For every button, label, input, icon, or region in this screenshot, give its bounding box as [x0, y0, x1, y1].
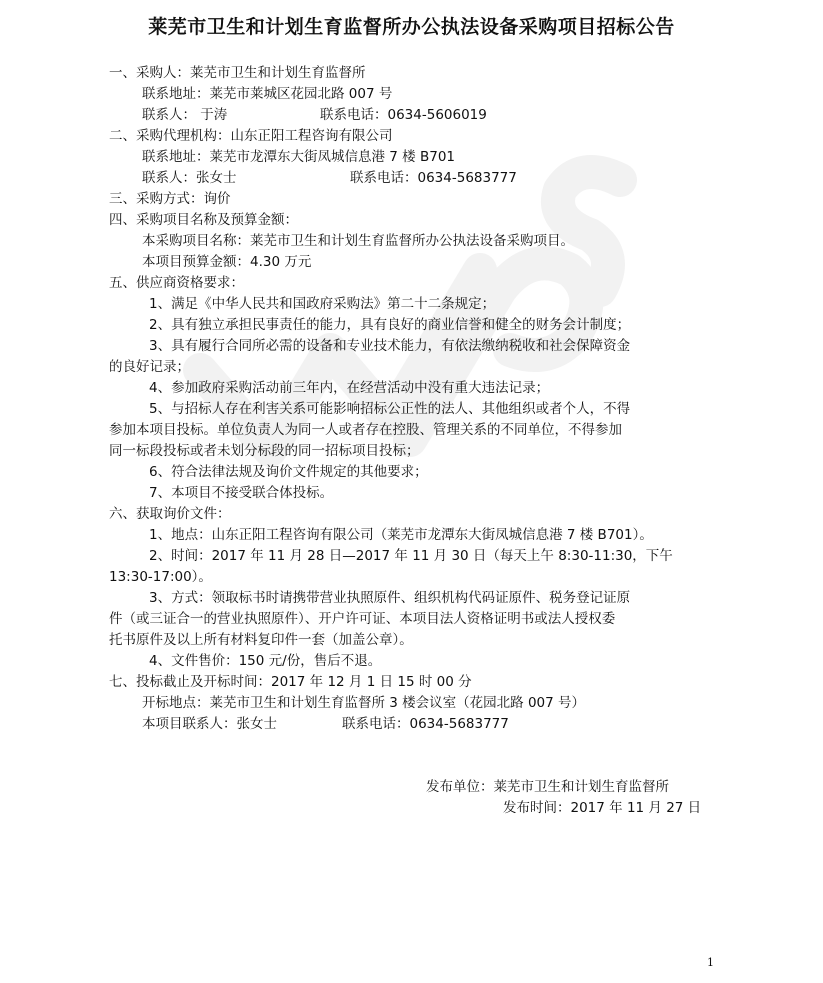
project-phone: 联系电话：0634-5683777	[342, 716, 509, 732]
section-7-heading: 七、投标截止及开标时间：2017 年 12 月 1 日 15 时 00 分	[109, 674, 472, 690]
requirement-5-line-3: 同一标段投标或者未划分标段的同一招标项目投标；	[109, 443, 420, 459]
section-1-heading: 一、采购人：莱芜市卫生和计划生育监督所	[109, 65, 366, 81]
agent-contact: 联系人：张女士	[142, 170, 237, 186]
requirement-5-line-2: 参加本项目投标。单位负责人为同一人或者存在控股、管理关系的不同单位，不得参加	[109, 422, 622, 438]
section-2-heading: 二、采购代理机构：山东正阳工程咨询有限公司	[109, 128, 393, 144]
document-price: 4、文件售价：150 元/份，售后不退。	[149, 653, 382, 669]
acquire-method-line-3: 托书原件及以上所有材料复印件一套（加盖公章）。	[109, 632, 413, 648]
purchaser-phone: 联系电话：0634-5606019	[320, 107, 487, 123]
requirement-5-line-1: 5、与招标人存在利害关系可能影响招标公正性的法人、其他组织或者个人，不得	[149, 401, 631, 417]
section-6-heading: 六、获取询价文件：	[109, 506, 231, 522]
requirement-2: 2、具有独立承担民事责任的能力，具有良好的商业信誉和健全的财务会计制度；	[149, 317, 631, 333]
opening-place: 开标地点：莱芜市卫生和计划生育监督所 3 楼会议室（花园北路 007 号）	[142, 695, 586, 711]
requirement-1: 1、满足《中华人民共和国政府采购法》第二十二条规定；	[149, 296, 496, 312]
section-3-heading: 三、采购方式：询价	[109, 191, 231, 207]
agent-phone: 联系电话：0634-5683777	[350, 170, 517, 186]
requirement-7: 7、本项目不接受联合体投标。	[149, 485, 334, 501]
acquire-time-line-1: 2、时间：2017 年 11 月 28 日—2017 年 11 月 30 日（每天上午 8:30-11:30，下午	[149, 548, 673, 564]
project-budget: 本项目预算金额：4.30 万元	[142, 254, 312, 270]
acquire-method-line-2: 件（或三证合一的营业执照原件）、开户许可证、本项目法人资格证明书或法人授权委	[109, 611, 616, 627]
publish-date: 发布时间：2017 年 11 月 27 日	[503, 800, 702, 816]
agent-address: 联系地址：莱芜市龙潭东大街凤城信息港 7 楼 B701	[142, 149, 455, 165]
acquire-location: 1、地点：山东正阳工程咨询有限公司（莱芜市龙潭东大街凤城信息港 7 楼 B701）。	[149, 527, 653, 543]
acquire-method-line-1: 3、方式：领取标书时请携带营业执照原件、组织机构代码证原件、税务登记证原	[149, 590, 631, 606]
section-4-heading: 四、采购项目名称及预算金额：	[109, 212, 298, 228]
requirement-3-line-1: 3、具有履行合同所必需的设备和专业技术能力，有依法缴纳税收和社会保障资金	[149, 338, 631, 354]
project-name: 本采购项目名称：莱芜市卫生和计划生育监督所办公执法设备采购项目。	[142, 233, 574, 249]
section-5-heading: 五、供应商资格要求：	[109, 275, 244, 291]
page-title: 莱芜市卫生和计划生育监督所办公执法设备采购项目招标公告	[148, 16, 675, 38]
requirement-4: 4、参加政府采购活动前三年内，在经营活动中没有重大违法记录；	[149, 380, 550, 396]
page-number: 1	[707, 956, 714, 969]
publisher: 发布单位：莱芜市卫生和计划生育监督所	[426, 779, 669, 795]
project-contact: 本项目联系人：张女士	[142, 716, 277, 732]
acquire-time-line-2: 13:30-17:00）。	[109, 569, 212, 585]
requirement-6: 6、符合法律法规及询价文件规定的其他要求；	[149, 464, 428, 480]
purchaser-address: 联系地址：莱芜市莱城区花园北路 007 号	[142, 86, 393, 102]
purchaser-contact: 联系人： 于涛	[142, 107, 228, 123]
requirement-3-line-2: 的良好记录；	[109, 359, 190, 375]
